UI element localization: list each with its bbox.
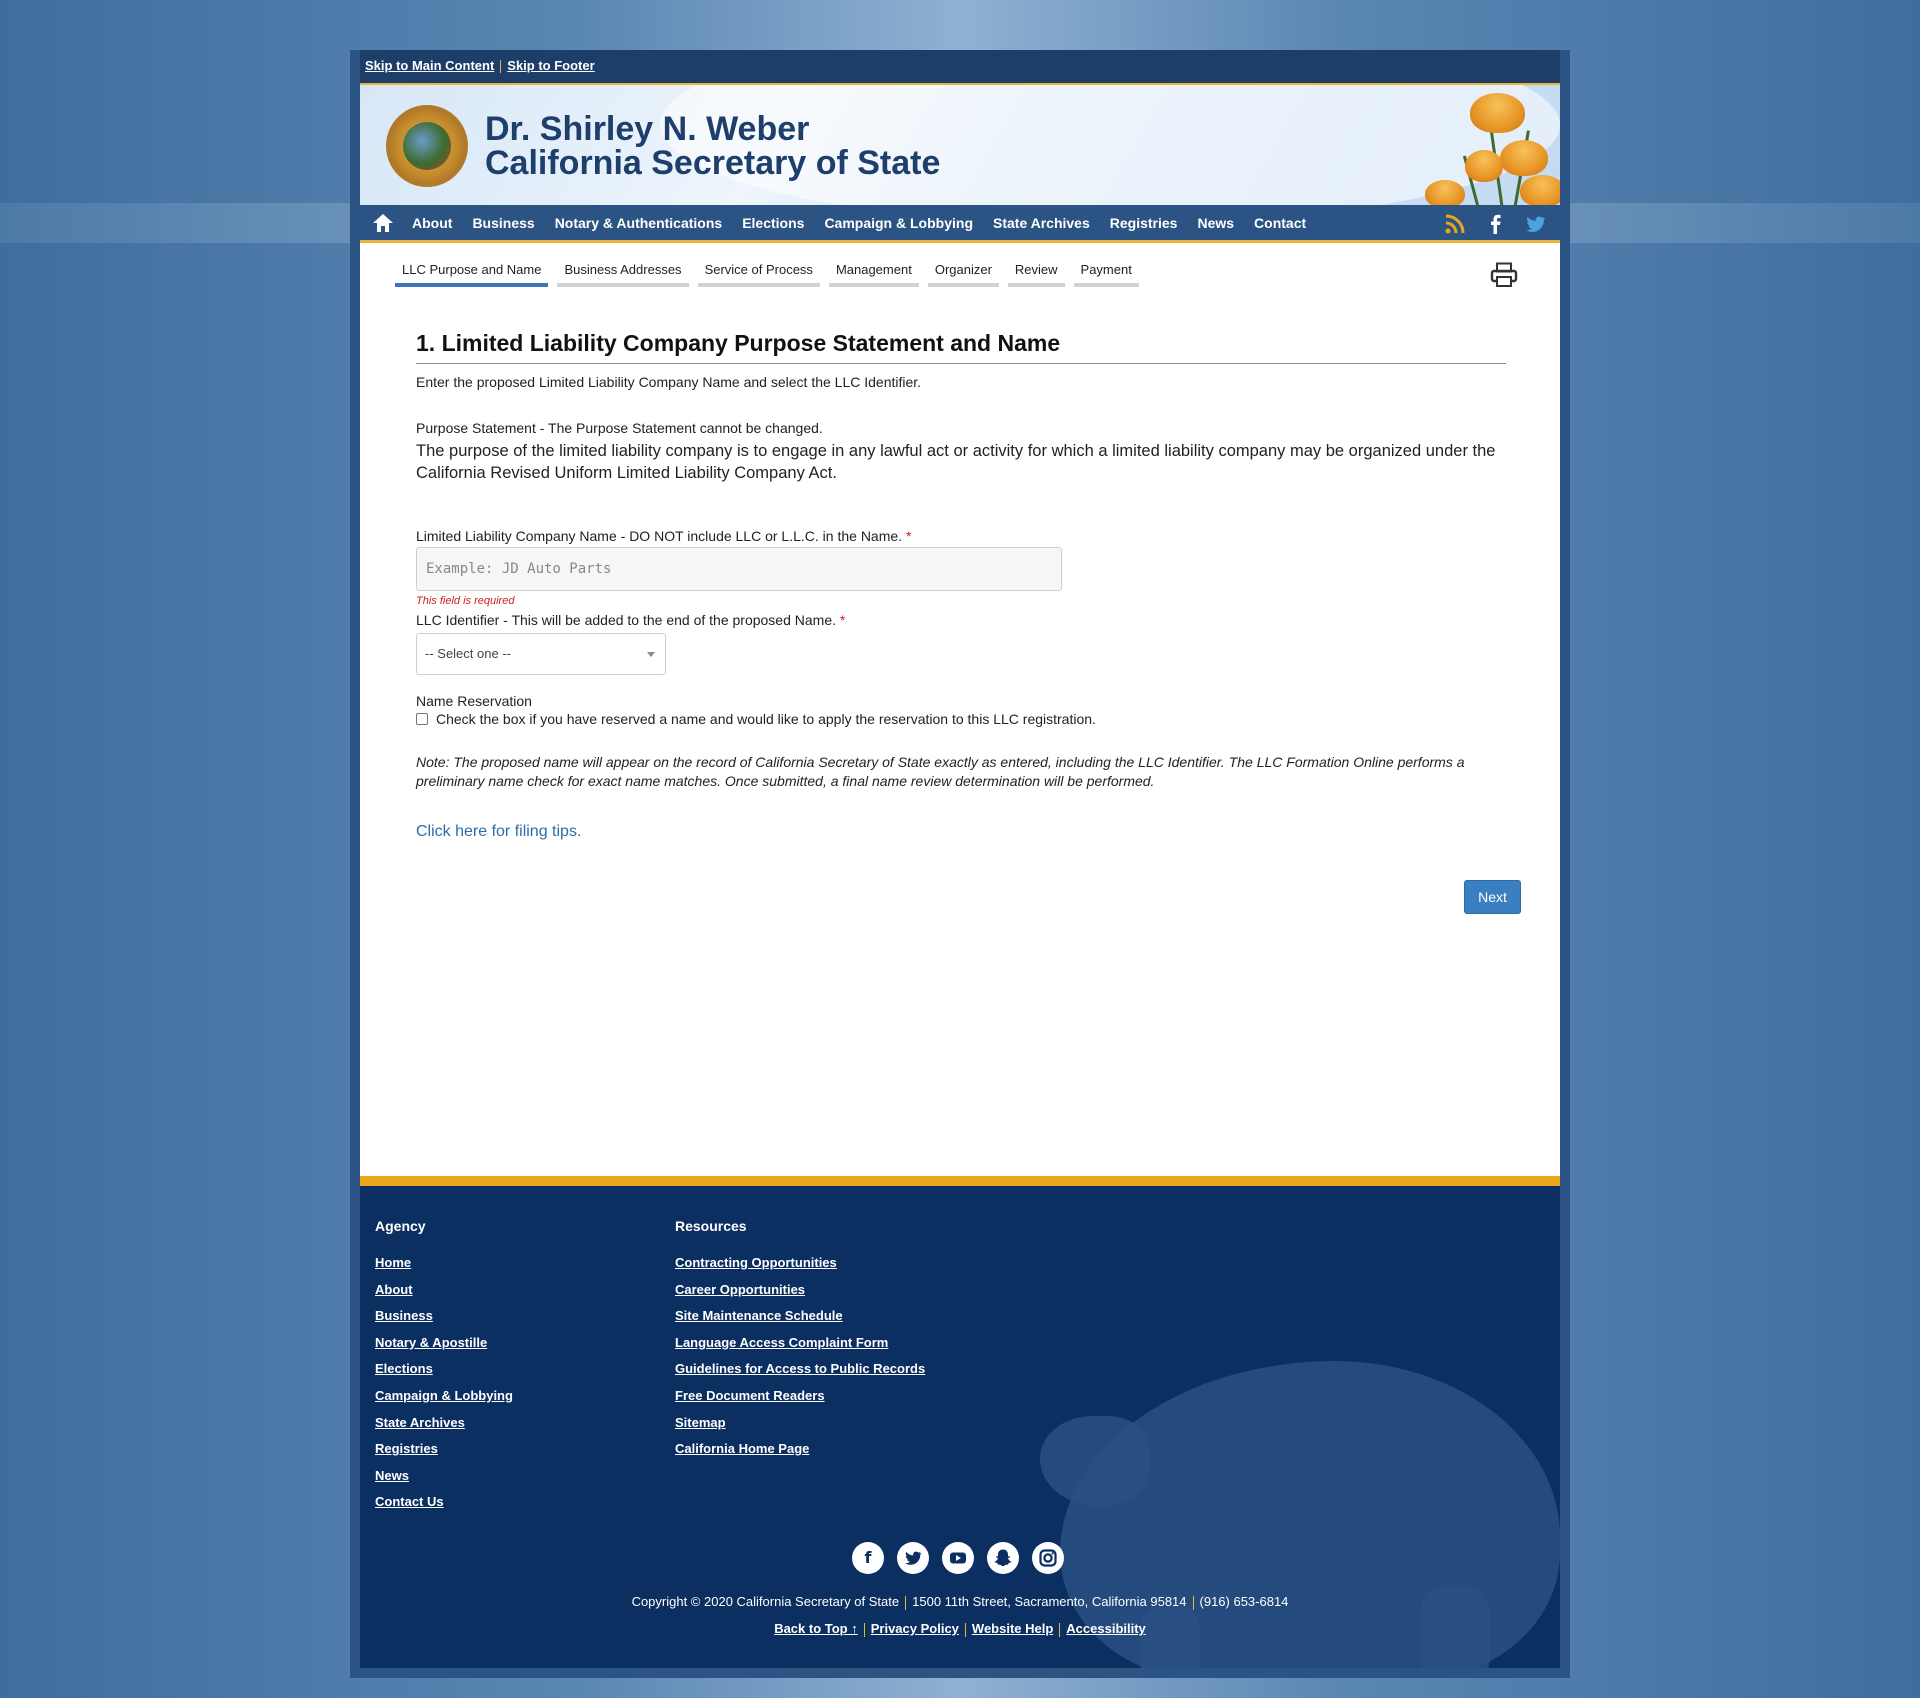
footer-link-maintenance[interactable]: Site Maintenance Schedule — [675, 1308, 843, 1324]
footer-contact-line — [360, 1594, 1560, 1610]
website-help-link[interactable]: Website Help — [971, 1621, 1054, 1636]
intro-text: Enter the proposed Limited Liability Company Name and select the LLC Identifier. — [416, 374, 922, 390]
printer-icon[interactable] — [1490, 262, 1518, 288]
bear-silhouette-head — [1040, 1416, 1150, 1506]
name-error-message: This field is required — [416, 595, 515, 607]
seal-inner — [403, 122, 451, 170]
instagram-icon[interactable] — [1032, 1542, 1064, 1574]
skip-bar — [360, 50, 1560, 83]
name-reservation-label: Name Reservation — [416, 693, 532, 709]
footer-link-news[interactable]: News — [375, 1467, 409, 1483]
footer-link-document-readers[interactable]: Free Document Readers — [675, 1387, 825, 1403]
poppy-flower — [1500, 140, 1548, 176]
nav-registries[interactable]: Registries — [1109, 214, 1178, 231]
step-organizer[interactable]: Organizer — [928, 262, 999, 287]
nav-notary[interactable]: Notary & Authentications — [554, 214, 723, 231]
llc-name-label — [416, 528, 1506, 544]
filing-tips-link[interactable]: Click here for filing tips. — [416, 823, 582, 840]
footer-link-campaign[interactable]: Campaign & Lobbying — [375, 1387, 513, 1403]
name-reservation-checkbox[interactable] — [416, 713, 428, 725]
name-reservation-row — [416, 711, 1506, 727]
nav-elections[interactable]: Elections — [742, 214, 805, 231]
copyright-text: Copyright © 2020 California Secretary of State — [631, 1594, 900, 1609]
llc-identifier-select[interactable] — [416, 633, 666, 675]
main-nav — [360, 205, 1560, 243]
poppy-flower — [1520, 175, 1560, 205]
header-title-name: Dr. Shirley N. Weber — [485, 110, 810, 148]
step-review[interactable]: Review — [1008, 262, 1065, 287]
back-to-top-link[interactable]: Back to Top ↑ — [774, 1621, 858, 1636]
footer-resources-column — [675, 1218, 925, 1463]
nav-archives[interactable]: State Archives — [993, 214, 1090, 231]
home-icon[interactable] — [372, 212, 394, 234]
page — [360, 50, 1560, 1668]
footer-link-about[interactable]: About — [375, 1281, 413, 1297]
phone-text: (916) 653-6814 — [1199, 1594, 1289, 1609]
step-llc-purpose-name[interactable]: LLC Purpose and Name — [395, 262, 548, 287]
bear-silhouette-leg — [1140, 1606, 1200, 1668]
site-footer — [360, 1186, 1560, 1668]
footer-link-elections[interactable]: Elections — [375, 1361, 433, 1377]
nav-campaign[interactable]: Campaign & Lobbying — [824, 214, 973, 231]
rss-icon[interactable] — [1444, 213, 1466, 235]
nav-news[interactable]: News — [1197, 214, 1235, 231]
accessibility-link[interactable]: Accessibility — [1066, 1621, 1146, 1636]
twitter-icon[interactable] — [1524, 213, 1546, 235]
footer-resources-heading: Resources — [675, 1218, 747, 1234]
nav-social — [1444, 213, 1546, 235]
separator — [500, 60, 501, 73]
llc-identifier-label-text: LLC Identifier - This will be added to the end of the proposed Name. — [416, 612, 836, 628]
step-payment[interactable]: Payment — [1074, 262, 1139, 287]
facebook-icon[interactable]: f — [852, 1542, 884, 1574]
footer-link-language-access[interactable]: Language Access Complaint Form — [675, 1334, 889, 1350]
required-mark: * — [839, 612, 846, 628]
snapchat-icon[interactable] — [987, 1542, 1019, 1574]
footer-link-registries[interactable]: Registries — [375, 1441, 438, 1457]
footer-link-archives[interactable]: State Archives — [375, 1414, 465, 1430]
nav-about[interactable]: About — [412, 214, 453, 231]
required-mark: * — [905, 528, 912, 544]
twitter-icon[interactable] — [897, 1542, 929, 1574]
chevron-down-icon — [647, 652, 655, 657]
select-value: -- Select one -- — [425, 646, 511, 661]
form-content — [416, 330, 1506, 841]
separator — [905, 1596, 906, 1610]
footer-link-contact[interactable]: Contact Us — [375, 1494, 444, 1510]
privacy-policy-link[interactable]: Privacy Policy — [870, 1621, 959, 1636]
footer-agency-column — [375, 1218, 513, 1516]
footer-stripe — [360, 1176, 1560, 1186]
purpose-statement-label: Purpose Statement - The Purpose Statement cannot be changed. — [416, 420, 823, 436]
footer-link-home[interactable]: Home — [375, 1255, 412, 1270]
state-seal-logo[interactable] — [386, 105, 468, 187]
footer-link-sitemap[interactable]: Sitemap — [675, 1414, 726, 1430]
separator — [864, 1623, 865, 1637]
poppy-flower — [1465, 150, 1503, 182]
llc-name-label-text: Limited Liability Company Name - DO NOT include LLC or L.L.C. in the Name. — [416, 528, 903, 544]
address-text: 1500 11th Street, Sacramento, California 95814 — [912, 1594, 1187, 1609]
poppy-flower — [1470, 93, 1525, 133]
footer-link-careers[interactable]: Career Opportunities — [675, 1281, 806, 1297]
name-note: Note: The proposed name will appear on the record of California Secretary of State exactly as entered, including the LLC Identifier. The LLC Formation Online performs a preliminary name check for exact name matches. Once submitted, a final name review determination will be performed. — [416, 754, 1465, 789]
footer-link-contracting[interactable]: Contracting Opportunities — [675, 1255, 837, 1270]
footer-link-business[interactable]: Business — [375, 1308, 433, 1324]
step-tabs — [395, 262, 1139, 287]
header-title-office: California Secretary of State — [485, 144, 941, 182]
footer-social-icons — [852, 1542, 1064, 1574]
separator — [1193, 1596, 1194, 1610]
step-management[interactable]: Management — [829, 262, 919, 287]
skip-to-footer-link[interactable]: Skip to Footer — [507, 58, 595, 73]
llc-identifier-label — [416, 612, 1506, 628]
site-header — [360, 83, 1560, 205]
footer-link-ca-home[interactable]: California Home Page — [675, 1441, 810, 1457]
nav-business[interactable]: Business — [472, 214, 535, 231]
facebook-icon[interactable] — [1484, 213, 1506, 235]
llc-name-input[interactable] — [416, 547, 1062, 591]
footer-agency-heading: Agency — [375, 1218, 426, 1234]
next-button[interactable]: Next — [1464, 880, 1521, 914]
page-frame — [350, 50, 1570, 1678]
separator — [965, 1623, 966, 1637]
footer-link-notary[interactable]: Notary & Apostille — [375, 1334, 488, 1350]
poppy-flower — [1425, 180, 1465, 205]
name-reservation-text: Check the box if you have reserved a name and would like to apply the reservation to this LLC registration. — [436, 711, 1096, 727]
skip-to-main-link[interactable]: Skip to Main Content — [365, 58, 495, 73]
page-title: 1. Limited Liability Company Purpose Statement and Name — [416, 330, 1506, 364]
nav-contact[interactable]: Contact — [1254, 214, 1307, 231]
step-business-addresses[interactable]: Business Addresses — [557, 262, 688, 287]
purpose-statement-text: The purpose of the limited liability company is to engage in any lawful act or activity for which a limited liability company may be organized under the California Revised Uniform Limited Liability Company Act. — [416, 442, 1496, 482]
youtube-icon[interactable] — [942, 1542, 974, 1574]
footer-bottom-links — [360, 1621, 1560, 1637]
step-service-of-process[interactable]: Service of Process — [698, 262, 820, 287]
footer-link-public-records[interactable]: Guidelines for Access to Public Records — [675, 1361, 926, 1377]
separator — [1059, 1623, 1060, 1637]
